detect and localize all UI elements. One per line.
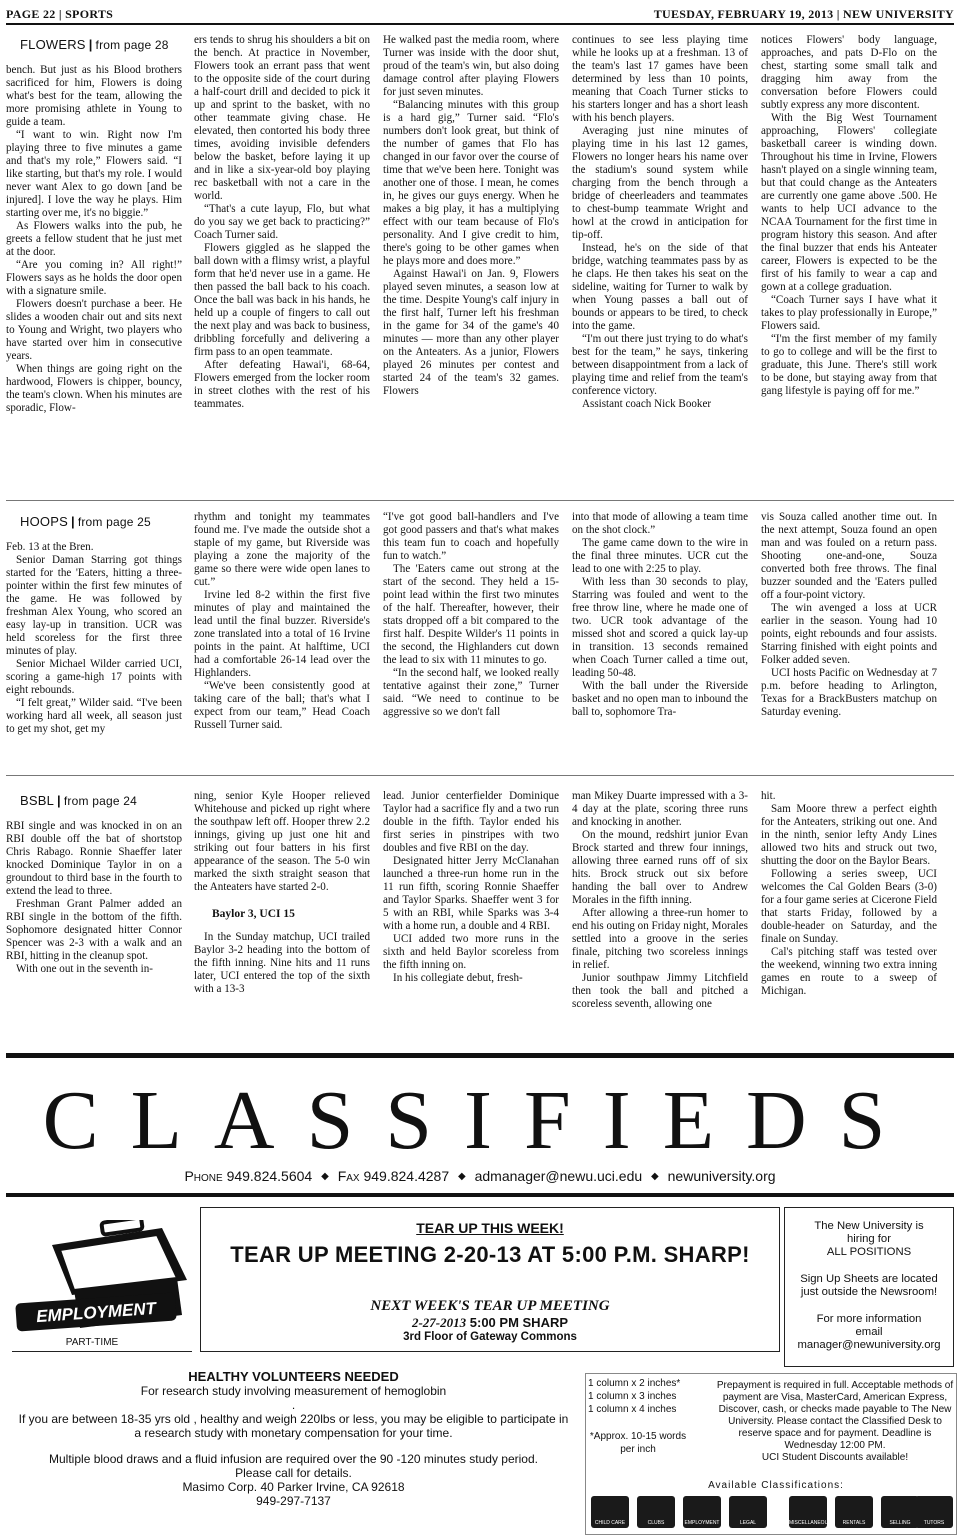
classification-icon-label: RENTALS <box>842 1520 866 1526</box>
issue-date-label: TUESDAY, FEBRUARY 19, 2013 | NEW UNIVERSITY <box>653 7 954 21</box>
article-paragraph: The win avenged a loss at UCR earlier in the season. Young had 10 points, eight rebounds and four assists. Starring finished with eight points and Folker added seven. <box>761 602 937 666</box>
article-paragraph: “I felt great,” Wilder said. “I've been working hard all week, all season just to get my shot, get my <box>6 697 182 735</box>
meeting-location: 3rd Floor of Gateway Commons <box>403 1331 577 1343</box>
article-column <box>383 34 559 496</box>
prepayment-note <box>715 1380 955 1464</box>
article-paragraph: In the Sunday matchup, UCI trailed Baylor 3-2 heading into the bottom of the fifth inning. Nine hits and 11 runs later, UCI entered the top of the sixth with a 13-3 <box>194 931 370 995</box>
article-paragraph: With less than 30 seconds to play, Starring was fouled and went to the free throw line, where he made one of two. UCR took advantage of the missed shot and scored a quick lay-up in transition. 13 seconds remained when Coach Turner called a time out, leading 50-48. <box>572 576 748 679</box>
article-paragraph: Flowers giggled as he slapped the ball down with a flimsy wrist, a playful form that he'd never use in a game. He then passed the ball back to his coach. Once the ball was back in his hands, he held up a couple of fingers to call out the next play and was back to business, dribbling forcefully and delivering a firm pass to an open teammate. <box>194 242 370 358</box>
jump-separator: | <box>88 37 93 52</box>
hiring-line-5: For more information email <box>816 1313 922 1338</box>
classification-icon-label: EMPLOYMENT <box>684 1520 720 1526</box>
next-meeting-time: 5:00 PM SHARP <box>469 1315 569 1330</box>
jump-line[interactable] <box>20 794 182 808</box>
article-paragraph: Senior Daman Starring got things started for the 'Eaters, hitting a three-pointer within the first few minutes of the game. He was followed by freshman Alex Young, who scored an easy lay-up in transition. UCR was held scoreless for the first three minutes of play. <box>6 554 182 657</box>
article-column <box>194 790 370 1040</box>
article-paragraph: “Balancing minutes with this group is a hard gig,” Turner said. “Flo's numbers don't look great, but think of the number of games that Flo has changed in our favor over the course of time that we've been here. Tonight was another one of those. I mean, he comes in, he gives our guys energy. When he makes a big play, it has a multiplying effect with our team because of Flo's personality. And I give credit to him, there's going to be other games when he plays more and does more.” <box>383 99 559 267</box>
article-paragraph: In his collegiate debut, fresh- <box>393 972 523 984</box>
article-paragraph: “I'm the first member of my family to go to college and will be the first to graduate, this June. There's still work to be done, but staying away from that gang lifestyle is paying off for me.” <box>761 333 937 397</box>
rate-approx-note: *Approx. 10-15 words per inch <box>589 1431 687 1455</box>
game-subhead: Baylor 3, UCI 15 <box>212 908 295 920</box>
website-link[interactable]: newuniversity.org <box>667 1168 776 1184</box>
jump-name: FLOWERS <box>20 37 86 52</box>
article-paragraph: vis Souza called another time out. In the next attempt, Souza found an open man and was fouled on a return pass. Shooting one-and-one, Souza converted both free throws. The final buzzer sounded and the 'Eaters pulled off a four-point victory. <box>761 511 937 601</box>
jump-separator: | <box>57 793 61 808</box>
article-paragraph: Assistant coach Nick Booker <box>582 398 712 410</box>
article-column <box>6 790 182 1040</box>
article-column <box>6 34 182 496</box>
article-column <box>383 511 559 769</box>
article-paragraph: ning, senior Kyle Hooper relieved Whitehouse and picked up right where the southpaw left off. Hooper threw 2.2 innings, giving up just one hit and striking out four batters in his first appearance of the season. The 5-0 win marked the sixth straight season that the Anteaters have started 2-0. <box>194 790 370 893</box>
article-paragraph: ers tends to shrug his shoulders a bit on the bench. At practice in November, Flowers took an errant pass that went to the opposite side of the court during a half-court drill and decided to pick it up and sprint to the basket, with no other teammate giving chase. He elevated, then contorted his body three times, avoiding invisible defenders below the basket, before laying it up and in like a six-year-old boy playing rec basketball with not a care in the world. <box>194 34 370 202</box>
employment-briefcase-icon <box>12 1220 192 1342</box>
jump-separator: | <box>70 514 75 529</box>
tear-up-heading: TEAR UP THIS WEEK! <box>416 1220 564 1236</box>
available-classifications-label: Available Classifications: <box>708 1480 844 1491</box>
article-paragraph: notices Flowers' body language, approaches, and pats D-Flo on the chest, starting some small talk and dragging him away from the conversation before Flowers could subtly express any more discontent. <box>761 34 937 111</box>
article-paragraph: “We've been consistently good at taking care of the ball; that's what I expect from our team,” Head Coach Russell Turner said. <box>194 680 370 731</box>
volunteers-company: Masimo Corp. 40 Parker Irvine, CA 92618 <box>182 1480 405 1494</box>
rate-item: 1 column x 4 inches <box>588 1404 677 1415</box>
classification-icon[interactable] <box>789 1496 832 1528</box>
bsbl-section <box>6 790 954 1040</box>
prepayment-text: Prepayment is required in full. Acceptable methods of payment are Visa, MasterCard, American Express, Discover, cash, or checks made payable to The New University. Please contact the Classified Desk to reserve space and for payment. Deadline is Wednesday 12:00 PM. <box>716 1380 954 1451</box>
article-paragraph: UCI hosts Pacific on Wednesday at 7 p.m. before heading to Arlington, Texas for a BrackBusters matchup on Saturday evening. <box>761 667 937 718</box>
article-paragraph: Following a series sweep, UCI welcomes the Cal Golden Bears (3-0) for a four game series at Cicerone Field that starts Friday, followed by a double-header on Saturday, and the finale on Sunday. <box>761 868 937 945</box>
classification-icon-label: CHILD CARE <box>594 1520 626 1526</box>
classification-icon[interactable] <box>915 1496 953 1528</box>
classification-icon[interactable] <box>881 1496 919 1528</box>
article-paragraph: rhythm and tonight my teammates found me. I've made the outside shot a staple of my game, but Riverside was playing a zone the majority of the game so there were wide open lanes to cut.” <box>194 511 370 588</box>
article-paragraph: Feb. 13 at the Bren. <box>6 541 94 553</box>
article-paragraph: The 'Eaters came out strong at the start of the second. They held a 15-point lead within the first two minutes of the half. Thereafter, however, their stats dropped off a bit compared to the first half. Despite Wilder's 11 points in the second, the Highlanders cut down the lead to six with 11 minutes to go. <box>383 563 559 666</box>
fax-number: 949.824.4287 <box>363 1168 450 1184</box>
article-paragraph: “I've got good ball-handlers and I've got good passers and that's what makes this team fun to coach and hopefully fun to watch.” <box>383 511 559 562</box>
hiring-line-4: Sign Up Sheets are located just outside the Newsroom! <box>800 1273 938 1298</box>
hiring-email[interactable]: manager@newuniversity.org <box>797 1339 941 1351</box>
next-meeting-heading: NEXT WEEK'S TEAR UP MEETING <box>370 1298 610 1314</box>
classification-icon[interactable] <box>637 1496 675 1528</box>
phone-number: 949.824.5604 <box>226 1168 313 1184</box>
article-paragraph: UCI added two more runs in the sixth and held Baylor scoreless from the fifth inning on. <box>383 933 559 971</box>
article-column <box>761 511 937 769</box>
page-header <box>6 4 954 22</box>
article-paragraph: Junior southpaw Jimmy Litchfield then took the ball and pitched a scoreless seventh, allowing one <box>572 972 748 1010</box>
article-paragraph: lead. Junior centerfielder Dominique Taylor had a sacrifice fly and a two run double in the fifth. Taylor ended his first series in pinstripes with two doubles and five RBI on the day. <box>383 790 559 854</box>
volunteers-ad <box>6 1370 581 1528</box>
section-divider <box>6 775 954 776</box>
hiring-box <box>784 1207 954 1367</box>
article-paragraph: man Mikey Duarte impressed with a 3-4 day at the plate, scoring three runs and knocking in another. <box>572 790 748 828</box>
classifieds-top-rule <box>6 1053 954 1058</box>
classification-icon[interactable] <box>835 1496 873 1528</box>
article-paragraph: Cal's pitching staff was tested over the weekend, winning two extra inning games en route to a sweep of Michigan. <box>761 946 937 997</box>
jump-from: from page 28 <box>95 38 169 52</box>
phone-label: Phone <box>184 1168 223 1184</box>
diamond-icon: ◆ <box>458 1171 466 1182</box>
article-paragraph: After defeating Hawai'i, 68-64, Flowers emerged from the locker room in street clothes with the rest of his teammates. <box>194 359 370 410</box>
article-paragraph: Against Hawai'i on Jan. 9, Flowers played seven minutes, a season low at the time. Despite Young's calf injury in the first half, Turner left his freshman in the game for 34 of the game's 40 minutes — more than any other player on the Anteaters. As a junior, Flowers played 26 minutes per contest and started 24 of the team's 32 games. Flowers <box>383 268 559 397</box>
fax-label: Fax <box>337 1168 360 1184</box>
article-paragraph: bench. But just as his Blood brothers sacrificed for him, Flowers is doing what's best for the team, allowing the more promising athlete in Young to guide a team. <box>6 64 182 128</box>
classifieds-bottom-rule <box>6 1193 954 1197</box>
diamond-icon: ◆ <box>651 1171 659 1182</box>
volunteers-subheading: For research study involving measurement of hemoglobin <box>140 1384 447 1398</box>
rate-item: 1 column x 2 inches* <box>588 1378 681 1389</box>
article-paragraph: When things are going right on the hardwood, Flowers is chipper, bouncy, the team's clown. When his minutes are sporadic, Flow- <box>6 363 182 414</box>
article-column <box>6 511 182 769</box>
article-paragraph: “Are you coming in? All right!” Flowers says as he holds the door open with a signature smile. <box>6 259 182 297</box>
hoops-section <box>6 511 954 769</box>
classification-icon-label: SELLING <box>889 1520 911 1526</box>
contact-line <box>120 1168 840 1190</box>
article-paragraph: Irvine led 8-2 within the first five minutes of play and maintained the lead until the final buzzer. Riverside's zone translated into a total of 16 Irvine points in the paint. At halftime, UCI had a comfortable 26-14 lead over the Highlanders. <box>194 589 370 679</box>
employment-badge-text: EMPLOYMENT <box>35 1298 157 1327</box>
tear-up-meeting: TEAR UP MEETING 2-20-13 AT 5:00 P.M. SHARP! <box>230 1242 750 1267</box>
article-column <box>572 34 748 496</box>
article-paragraph: hit. <box>761 790 776 802</box>
classification-icon-label: MISCELLANEOUS <box>789 1520 832 1526</box>
volunteers-phone: 949-297-7137 <box>256 1494 331 1508</box>
volunteers-call: Please call for details. <box>235 1466 352 1480</box>
hiring-line-2: hiring for <box>847 1233 891 1245</box>
article-paragraph: With the ball under the Riverside basket and no open man to inbound the ball to, sophomore Tra- <box>572 680 748 718</box>
article-paragraph: Averaging just nine minutes of playing time in his last 12 games, Flowers no longer hears his name over the stadium's sound system while charging from the bench through a bridge of cheerleaders and teammates to chest-bump teammate Wright and howl at the crowd in anticipation for tip-off. <box>572 125 748 241</box>
jump-name: BSBL <box>20 793 55 808</box>
article-paragraph: Designated hitter Jerry McClanahan launched a three-run home run in the 11 run fifth, scoring Ronnie Shaeffer and Taylor Sparks. Shaeffer went 3 for 5 with an RBI, while Sparks was 3-4 with a home run, a double and 4 RBI. <box>383 855 559 932</box>
classification-icon-label: LEGAL <box>739 1520 757 1526</box>
flowers-section <box>6 34 954 496</box>
classification-icons <box>585 1494 955 1530</box>
volunteers-heading: HEALTHY VOLUNTEERS NEEDED <box>188 1369 399 1384</box>
jump-line[interactable] <box>20 515 182 529</box>
article-column <box>383 790 559 1040</box>
next-meeting-datetime <box>201 1315 779 1331</box>
classification-icon-label: TUTORS <box>923 1520 945 1526</box>
article-paragraph: The game came down to the wire in the final three minutes. UCR cut the lead to one with 2:25 to play. <box>572 537 748 575</box>
article-paragraph: With the Big West Tournament approaching, Flowers' collegiate basketball career is winding down. Throughout his time in Irvine, Flowers hasn't played on a single winning team, but that could change as the Anteaters are currently one game above .500. He wants to help UCI advance to the NCAA Tournament for the first time in program history this season. And after the final buzzer that ends his Anteater career, Flowers is expected to be the first of his family to wear a cap and gown at a college graduation. <box>761 112 937 293</box>
article-paragraph: “That's a cute layup, Flo, but what do you say we get back to practicing?” Coach Turner said. <box>194 203 370 241</box>
article-paragraph: Instead, he's on the side of that bridge, watching teammates pass by as he claps. He then takes his seat on the sideline, waiting for Turner to walk by when Young passes a ball out of bounds or appears to be tired, to check into the game. <box>572 242 748 332</box>
article-paragraph: “In the second half, we looked really tentative against their zone,” Turner said. “We need to continue to be aggressive so we don't fall <box>383 667 559 718</box>
article-paragraph: RBI single and was knocked in on an RBI double off the bat of shortstop Chris Rabago. Ronnie Shaeffer later knocked Dominique Taylor in on a groundout to third base in the fourth to extend the lead to three. <box>6 820 182 897</box>
part-time-label: PART-TIME <box>65 1337 119 1348</box>
article-column <box>572 790 748 1040</box>
article-column <box>194 34 370 496</box>
jump-from: from page 25 <box>77 515 151 529</box>
article-paragraph: Senior Michael Wilder carried UCI, scoring a game-high 17 points with eight rebounds. <box>6 658 182 696</box>
article-paragraph: As Flowers walks into the pub, he greets a fellow student that he just met at the door. <box>6 220 182 258</box>
next-meeting-date: 2-27-2013 <box>411 1315 467 1330</box>
article-paragraph: “I want to win. Right now I'm playing three to five minutes a game and that's my role,” Flowers said. “I like starting, but that's my role. I would never want Alex to go down [and be injured]. I love the way he plays. Him starting over me, it's no biggie.” <box>6 129 182 219</box>
section-divider <box>6 500 954 501</box>
article-paragraph: He walked past the media room, where Turner was inside with the door shut, proud of the team's win, but also doing damage control after playing Flowers for just seven minutes. <box>383 34 559 98</box>
rates-list <box>588 1377 708 1456</box>
article-paragraph: Flowers doesn't purchase a beer. He slides a wooden chair out and sits next to Young and Wright, two players who have started over him in consecutive years. <box>6 298 182 362</box>
article-paragraph: On the mound, redshirt junior Evan Brock started and threw four innings, allowing three earned runs off of six hits. Brock struck out six before handing the ball over to Andrew Morales in the fifth inning. <box>572 829 748 906</box>
article-paragraph: With one out in the seventh in- <box>16 963 153 975</box>
classification-icon[interactable] <box>683 1496 721 1528</box>
classifieds-title: CLASSIFIEDS <box>42 1074 918 1167</box>
article-paragraph: “Coach Turner says I have what it takes to play professionally in Europe,” Flowers said. <box>761 294 937 332</box>
article-column <box>572 511 748 769</box>
email-link[interactable]: admanager@newu.uci.edu <box>474 1168 643 1184</box>
jump-from: from page 24 <box>63 794 138 808</box>
article-column <box>194 511 370 769</box>
page-section-label: PAGE 22 | SPORTS <box>6 7 114 21</box>
hiring-line-1: The New University is <box>814 1220 924 1232</box>
article-paragraph: Freshman Grant Palmer added an RBI single in the bottom of the fifth. Sophomore designated hitter Connor Spencer was 2-3 with a walk and an RBI, hitting in the cleanup spot. <box>6 898 182 962</box>
classification-icon[interactable] <box>729 1496 767 1528</box>
article-paragraph: continues to see less playing time while he looks up at a freshman. 13 of the team's last 17 games have been determined by less than 10 points, meaning that Coach Turner sticks to his starters longer and has a short leash with his bench players. <box>572 34 748 124</box>
article-paragraph: After allowing a three-run homer to end his outing on Friday night, Morales settled into a groove in the series finale, pitching two scoreless innings in relief. <box>572 907 748 971</box>
student-discount: UCI Student Discounts available! <box>761 1452 909 1463</box>
part-time-rule <box>12 1351 192 1352</box>
tear-up-box <box>200 1207 780 1352</box>
jump-line[interactable] <box>20 38 182 52</box>
article-paragraph: Sam Moore threw a perfect eighth for the Anteaters, striking out one. And in the ninth, senior lefty Andy Lines allowed two hits and struck out two, shutting the door on the Baylor Bears. <box>761 803 937 867</box>
classification-icon[interactable] <box>591 1496 629 1528</box>
hiring-line-3: ALL POSITIONS <box>826 1246 912 1258</box>
volunteers-dot: . <box>291 1398 296 1412</box>
article-paragraph: into that mode of allowing a team time on the shot clock.” <box>572 511 748 536</box>
article-column <box>761 790 937 1040</box>
rate-item: 1 column x 3 inches <box>588 1391 677 1402</box>
diamond-icon: ◆ <box>321 1171 329 1182</box>
volunteers-body-2: Multiple blood draws and a fluid infusion are required over the 90 -120 minutes study period. <box>49 1452 538 1466</box>
article-column <box>761 34 937 496</box>
volunteers-body-1: If you are between 18-35 yrs old , healthy and weigh 220lbs or less, you may be eligible to participate in a research study with monetary compensation for your time. <box>18 1412 569 1440</box>
article-paragraph: “I'm out there just trying to do what's best for the team,” he says, tinkering between disappointment from a lack of playing time and relief from the team's conference victory. <box>572 333 748 397</box>
classification-icon-label: CLUBS <box>647 1520 665 1526</box>
header-rule <box>6 23 954 25</box>
jump-name: HOOPS <box>20 514 68 529</box>
